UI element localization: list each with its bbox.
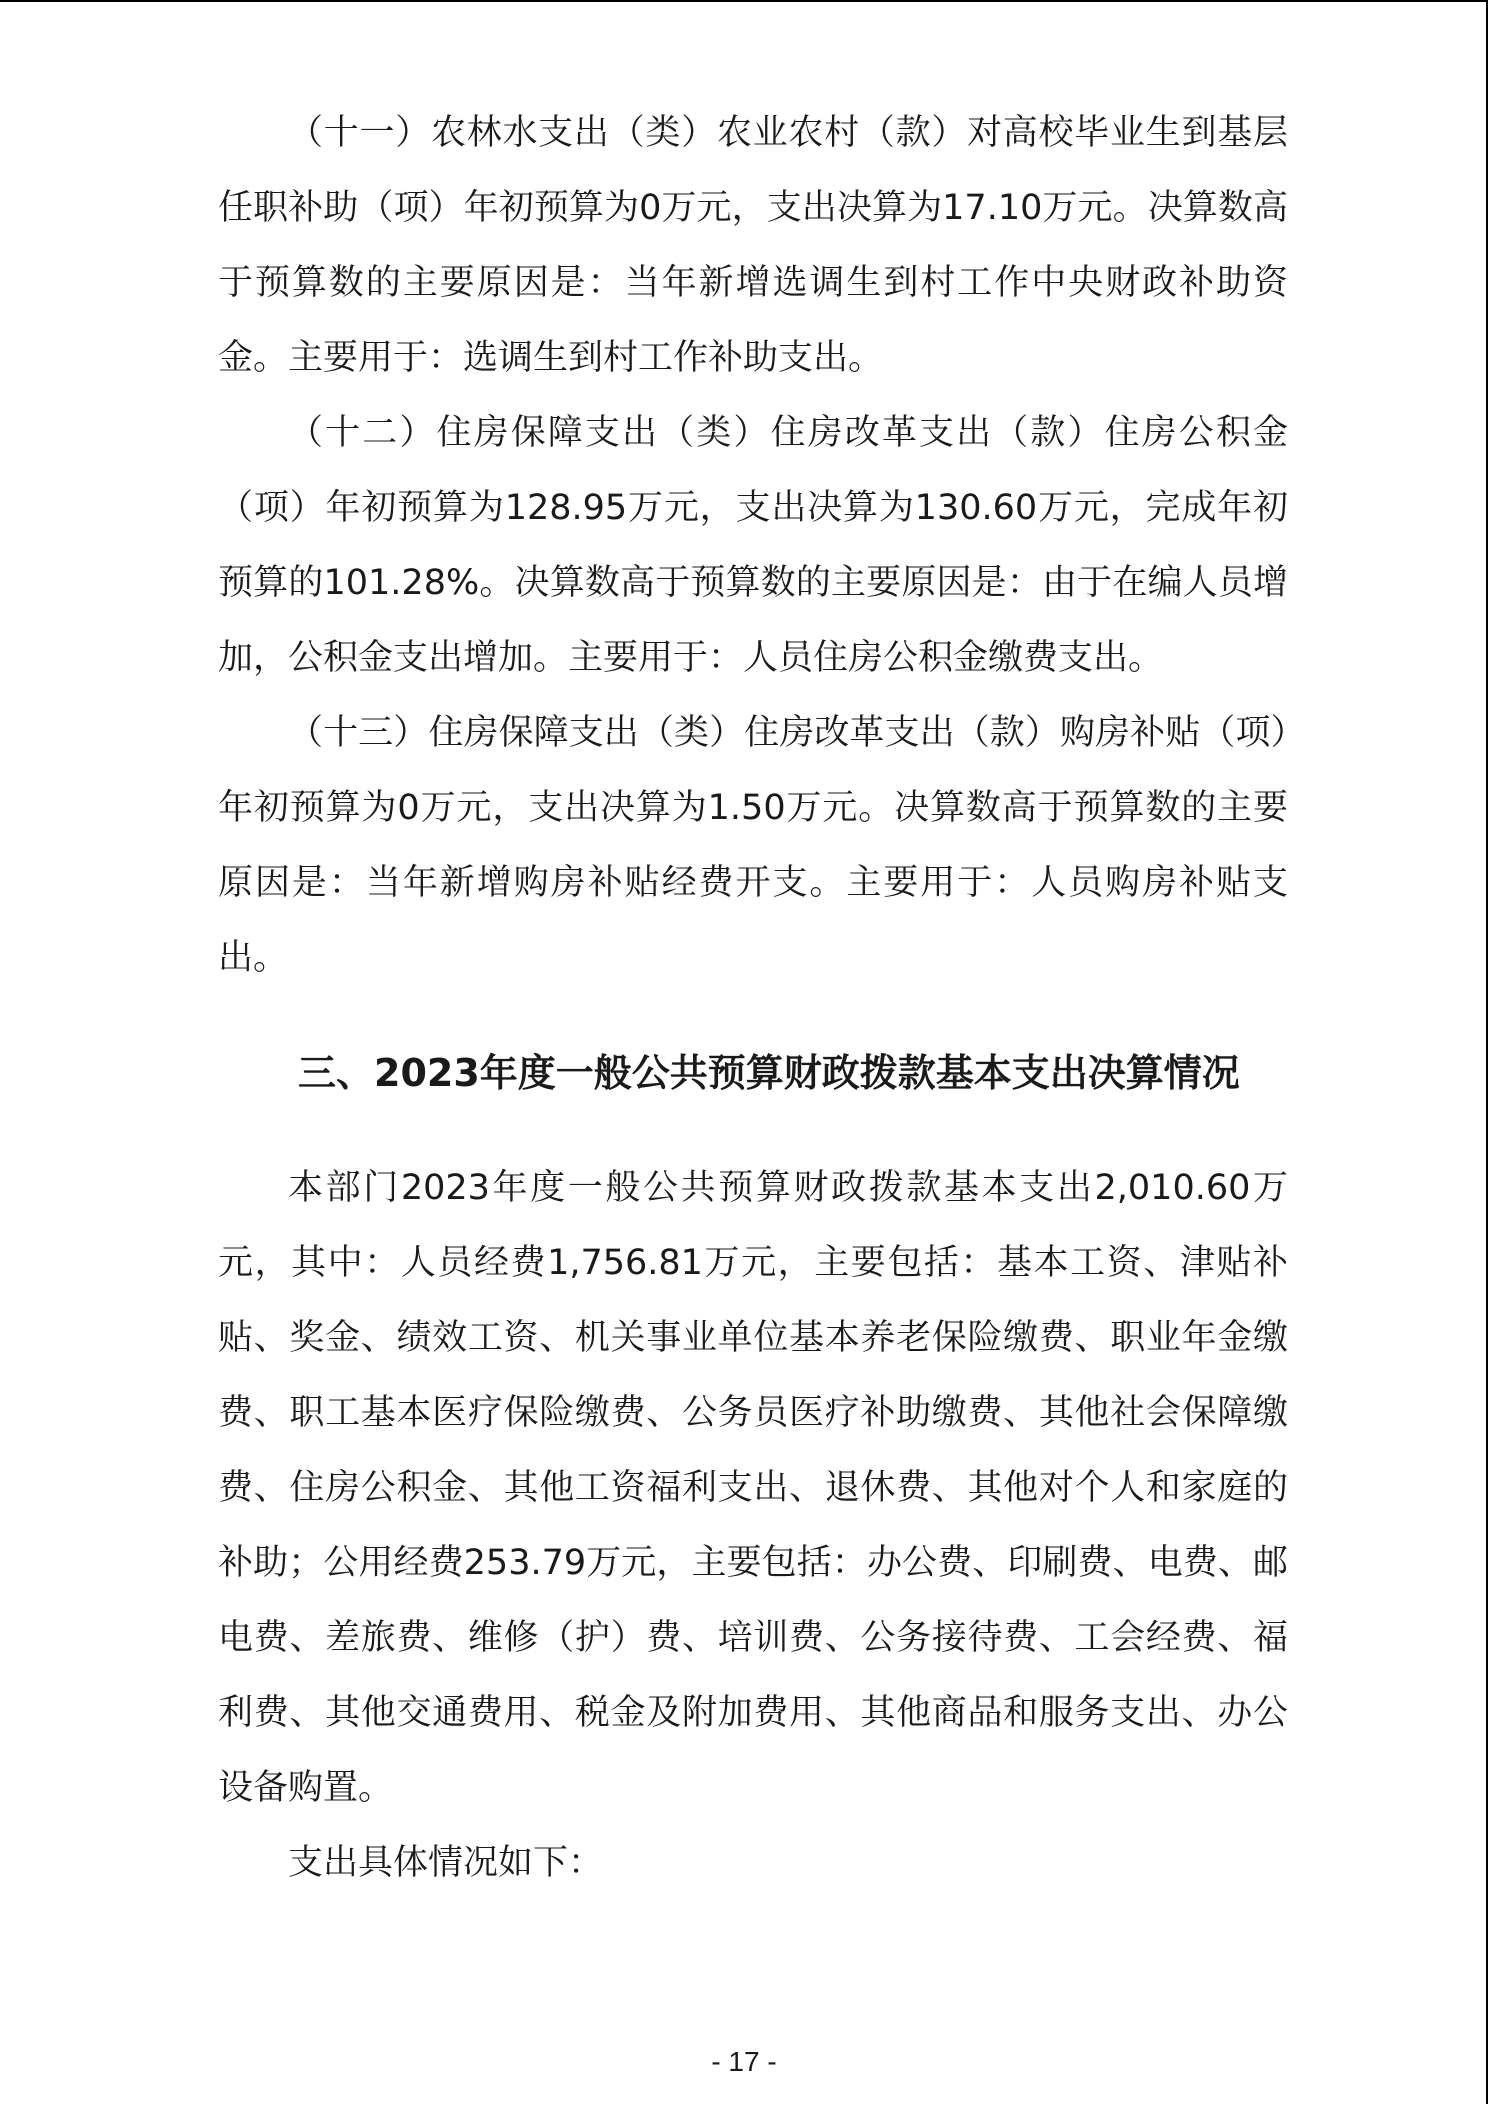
page-top-border bbox=[0, 0, 1488, 2]
section-heading: 三、2023年度一般公共预算财政拨款基本支出决算情况 bbox=[298, 1051, 1240, 1095]
paragraph-item-12: （十二）住房保障支出（类）住房改革支出（款）住房公积金（项）年初预算为128.95万元，支出决算为130.60万元，完成年初预算的101.28%。决算数高于预算数的主要原因是：由于在编人员增加，公积金支出增加。主要用于：人员住房公积金缴费支出。 bbox=[218, 413, 1288, 678]
paragraph-item-13: （十三）住房保障支出（类）住房改革支出（款）购房补贴（项）年初预算为0万元，支出决算为1.50万元。决算数高于预算数的主要原因是：当年新增购房补贴经费开支。主要用于：人员购房补贴支出。 bbox=[218, 713, 1288, 978]
paragraph-details-intro: 支出具体情况如下： bbox=[288, 1843, 604, 1883]
page-number: - 17 - bbox=[711, 2046, 777, 2077]
document-body bbox=[218, 96, 1288, 1901]
paragraph-item-11: （十一）农林水支出（类）农业农村（款）对高校毕业生到基层任职补助（项）年初预算为0万元，支出决算为17.10万元。决算数高于预算数的主要原因是：当年新增选调生到村工作中央财政补助资金。主要用于：选调生到村工作补助支出。 bbox=[218, 113, 1288, 378]
paragraph-basic-expenditure: 本部门2023年度一般公共预算财政拨款基本支出2,010.60万元，其中：人员经费1,756.81万元，主要包括：基本工资、津贴补贴、奖金、绩效工资、机关事业单位基本养老保险缴费、职业年金缴费、职工基本医疗保险缴费、公务员医疗补助缴费、其他社会保障缴费、住房公积金、其他工资福利支出、退休费、其他对个人和家庭的补助；公用经费253.79万元，主要包括：办公费、印刷费、电费、邮电费、差旅费、维修（护）费、培训费、公务接待费、工会经费、福利费、其他交通费用、税金及附加费用、其他商品和服务支出、办公设备购置。 bbox=[218, 1168, 1288, 1808]
